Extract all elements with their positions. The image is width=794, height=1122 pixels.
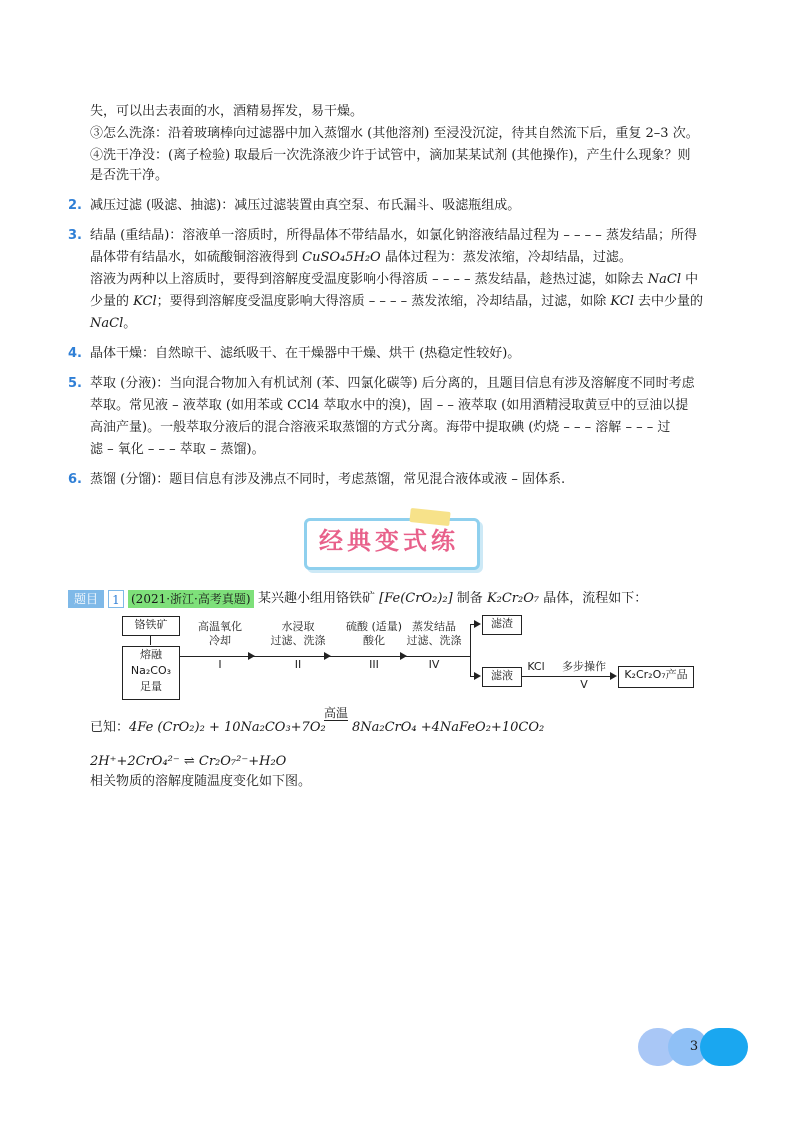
formula: KCl	[133, 294, 157, 309]
step-label: 过滤、洗涤	[270, 634, 326, 647]
item-text	[90, 314, 136, 334]
reaction-condition: 高温	[324, 706, 349, 720]
item-text: 晶体干燥：自然晾干、滤纸吸干、在干燥器中干燥、烘干 (热稳定性较好)。	[90, 346, 521, 361]
item-text: 萃取。常见液 – 液萃取 (如用苯或 CCl4 萃取水中的溴)，固 – – 液萃取 (如用酒精浸取黄豆中的豆油以提	[90, 398, 689, 413]
item-text	[90, 270, 698, 290]
page-number: 3	[689, 1039, 699, 1054]
text-line: 是否洗干净。	[90, 168, 169, 183]
item-number: 3.	[68, 228, 82, 243]
step-label: 硫酸 (适量)	[345, 620, 403, 633]
step-number: IV	[428, 658, 440, 671]
text-run: 制备	[452, 591, 487, 606]
filtrate-box: 滤液	[482, 667, 522, 687]
item-text	[90, 248, 632, 268]
arrow-icon	[474, 672, 481, 680]
residue-box: 滤渣	[482, 615, 522, 635]
item-number: 4.	[68, 346, 82, 361]
step-label: 多步操作	[562, 660, 606, 673]
step-number: II	[294, 658, 302, 671]
step-number: III	[369, 658, 379, 671]
text-line: ③怎么洗涤：沿着玻璃棒向过滤器中加入蒸馏水 (其他溶剂) 至浸没沉淀，待其自然流下后，重复 2–3 次。	[90, 126, 699, 141]
arrow-icon	[324, 652, 331, 660]
formula: NaCl	[647, 272, 682, 287]
item-text: 蒸馏 (分馏)：题目信息有涉及沸点不同时，考虑蒸馏，常见混合液体或液 – 固体系.	[90, 472, 566, 487]
question-stem	[258, 589, 647, 609]
question-source: (2021·浙江·高考真题)	[128, 590, 254, 608]
text-run: 溶液为两种以上溶质时，要得到溶解度受温度影响小得溶质 – – – – 蒸发结晶，趁热过滤，如除去	[90, 272, 648, 287]
step-label: 冷却	[209, 634, 231, 647]
item-text: 高油产量)。一般萃取分液后的混合溶液采取蒸馏的方式分离。海带中提取碘 (灼烧 – – – 溶解 – – – 过	[90, 420, 671, 435]
connector	[150, 635, 151, 645]
text-line: ④洗干净没：(离子检验) 取最后一次洗涤液少许于试管中，滴加某某试剂 (其他操作)，产生什么现象？则	[90, 148, 691, 163]
text-run: ；要得到溶解度受温度影响大得溶质 – – – – 蒸发浓缩，冷却结晶，过滤，如除	[156, 294, 611, 309]
item-text: 减压过滤 (吸滤、抽滤)：减压过滤装置由真空泵、布氏漏斗、吸滤瓶组成。	[90, 198, 521, 213]
step-label: 高温氧化	[198, 620, 242, 633]
known-note: 相关物质的溶解度随温度变化如下图。	[90, 774, 312, 789]
question-tag: 题目	[68, 590, 104, 608]
formula: KCl	[610, 294, 634, 309]
banner-title: 经典变式练	[319, 527, 459, 555]
text-run: 某兴趣小组用铬铁矿	[258, 591, 380, 606]
text-run: 。	[123, 316, 137, 331]
reagent-label: KCl	[527, 660, 545, 673]
text-run: 晶体带有结晶水，如硫酸铜溶液得到	[90, 250, 303, 265]
formula: K₂Cr₂O₇	[486, 591, 540, 606]
item-number: 2.	[68, 198, 82, 213]
step-label: 酸化	[363, 634, 385, 647]
step-label: 水浸取	[281, 620, 315, 633]
arrow-icon	[474, 620, 481, 628]
step-label: 蒸发结晶	[412, 620, 456, 633]
step-label: 过滤、洗涤	[406, 634, 462, 647]
arrow-icon	[610, 672, 617, 680]
text-run: 晶体，流程如下：	[539, 591, 648, 606]
known-label: 已知：	[90, 720, 130, 735]
text-run: 中	[681, 272, 699, 287]
text-run: 晶体过程为：蒸发浓缩，冷却结晶，过滤。	[380, 250, 632, 265]
item-number: 5.	[68, 376, 82, 391]
branch-line	[470, 624, 471, 676]
formula: NaCl	[90, 316, 124, 331]
ore-box: 铬铁矿	[122, 616, 180, 636]
known-eq1	[90, 718, 326, 738]
item-text: 萃取 (分液)：当向混合物加入有机试剂 (苯、四氯化碳等) 后分离的，且题目信息有涉及溶解度不同时考虑	[90, 376, 695, 391]
item-number: 6.	[68, 472, 82, 487]
formula: 8Na₂CrO₄ +4NaFeO₂+10CO₂	[352, 720, 545, 735]
text-line: 失，可以出去表面的水，酒精易挥发，易干燥。	[90, 104, 364, 119]
formula: CuSO₄5H₂O	[302, 250, 381, 265]
step-number: V	[580, 678, 588, 691]
product-box: K₂Cr₂O₇产品	[618, 666, 694, 688]
question-number: 1	[108, 590, 124, 608]
step-number: I	[218, 658, 222, 671]
item-text	[90, 292, 703, 312]
arrow-icon	[248, 652, 255, 660]
section-banner	[300, 508, 480, 568]
reagent-box: 熔融 Na₂CO₃ 足量	[122, 646, 180, 700]
connector	[521, 676, 613, 677]
item-text: 结晶 (重结晶)：溶液单一溶质时，所得晶体不带结晶水，如氯化钠溶液结晶过程为 – – – – 蒸发结晶；所得	[90, 228, 697, 243]
text-run: 去中少量的	[633, 294, 704, 309]
item-text: 滤 – 氧化 – – – 萃取 – 蒸馏)。	[90, 442, 265, 457]
formula: 4Fe (CrO₂)₂ + 10Na₂CO₃+7O₂	[129, 720, 326, 735]
known-eq2: 2H⁺+2CrO₄²⁻ ⇌ Cr₂O₇²⁻+H₂O	[90, 754, 287, 769]
formula: [Fe(CrO₂)₂]	[379, 591, 453, 606]
text-run: 少量的	[90, 294, 134, 309]
